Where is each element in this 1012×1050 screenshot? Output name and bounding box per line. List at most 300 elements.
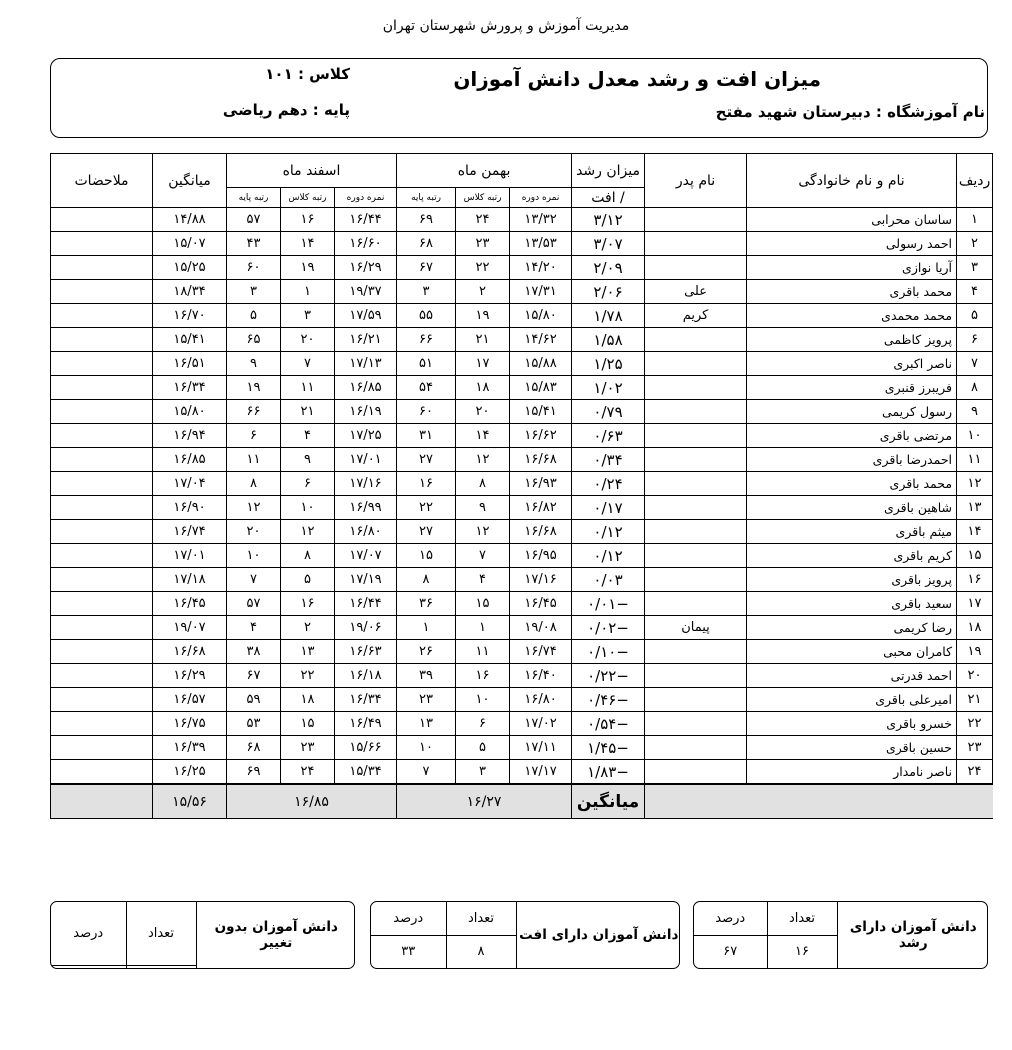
esfand-grade-rank: ۱۰ [227,544,281,568]
department-title: مدیریت آموزش و پرورش شهرستان تهران [382,18,630,34]
esfand-class-rank: ۶ [281,472,335,496]
student-average: ۱۹/۰۷ [153,616,227,640]
esfand-class-rank: ۳ [281,304,335,328]
bahman-grade-rank: ۱۶ [397,472,456,496]
esfand-term-score: ۱۵/۳۴ [335,760,397,785]
unchanged-count-label: تعداد [126,902,196,966]
summary-growth [693,901,988,969]
grade-label: پایه : دهم ریاضی [222,101,350,119]
student-average: ۱۶/۶۸ [153,640,227,664]
bahman-class-rank: ۲۳ [456,232,510,256]
growth-rate: −۰/۴۶ [572,688,645,712]
student-name: کریم باقری [747,544,957,568]
decline-percent: ۳۳ [371,935,446,968]
notes-cell [51,568,153,592]
esfand-grade-rank: ۶۰ [227,256,281,280]
esfand-grade-rank: ۵۳ [227,712,281,736]
notes-cell [51,712,153,736]
table-row [51,640,993,664]
esfand-class-rank: ۱۶ [281,208,335,232]
student-name: امیرعلی باقری [747,688,957,712]
bahman-term-score: ۱۶/۹۵ [510,544,572,568]
student-name: محمد باقری [747,280,957,304]
decline-count-label: تعداد [446,902,516,935]
notes-cell [51,544,153,568]
bahman-term-score: ۱۶/۴۵ [510,592,572,616]
esfand-grade-rank: ۵۹ [227,688,281,712]
row-number: ۱۴ [957,520,993,544]
col-name: نام و نام خانوادگی [747,154,957,208]
student-average: ۱۸/۳۴ [153,280,227,304]
row-number: ۱ [957,208,993,232]
student-name: فریبرز قنبری [747,376,957,400]
col-father: نام پدر [645,154,747,208]
father-name [645,424,747,448]
esfand-term-score: ۱۶/۸۵ [335,376,397,400]
bahman-class-rank: ۹ [456,496,510,520]
bahman-grade-rank: ۱۳ [397,712,456,736]
col-esfand-grade-rank: رتبه پایه [227,188,281,208]
growth-rate: −۰/۰۲ [572,616,645,640]
esfand-grade-rank: ۴ [227,616,281,640]
father-name [645,400,747,424]
father-name [645,496,747,520]
growth-rate: ۱/۵۸ [572,328,645,352]
bahman-term-score: ۱۷/۱۶ [510,568,572,592]
esfand-class-rank: ۲ [281,616,335,640]
growth-percent-label: درصد [694,902,767,935]
bahman-grade-rank: ۲۳ [397,688,456,712]
growth-rate: ۱/۲۵ [572,352,645,376]
average-label: میانگین [572,784,645,819]
notes-cell [51,232,153,256]
table-row [51,592,993,616]
esfand-term-score: ۱۷/۰۱ [335,448,397,472]
col-bahman: بهمن ماه [397,154,572,188]
row-number: ۲ [957,232,993,256]
bahman-term-score: ۱۶/۶۲ [510,424,572,448]
grades-table [50,153,993,819]
notes-cell [51,376,153,400]
father-name: پیمان [645,616,747,640]
father-name [645,448,747,472]
student-name: پرویز باقری [747,568,957,592]
student-name: خسرو باقری [747,712,957,736]
esfand-term-score: ۱۶/۲۱ [335,328,397,352]
col-esfand-class-rank: رتبه کلاس [281,188,335,208]
row-number: ۲۱ [957,688,993,712]
growth-percent: ۶۷ [694,935,767,968]
growth-rate: ۰/۱۷ [572,496,645,520]
col-bahman-class-rank: رتبه کلاس [456,188,510,208]
bahman-term-score: ۱۷/۳۱ [510,280,572,304]
notes-cell [51,304,153,328]
bahman-grade-rank: ۵۵ [397,304,456,328]
row-number: ۱۱ [957,448,993,472]
summary-unchanged [50,901,355,969]
growth-rate: ۳/۱۲ [572,208,645,232]
student-name: کامران محبی [747,640,957,664]
student-average: ۱۵/۰۷ [153,232,227,256]
table-row [51,664,993,688]
notes-cell [51,472,153,496]
notes-cell [51,328,153,352]
growth-rate: ۰/۷۹ [572,400,645,424]
esfand-term-score: ۱۷/۲۵ [335,424,397,448]
bahman-term-score: ۱۴/۲۰ [510,256,572,280]
bahman-grade-rank: ۵۱ [397,352,456,376]
esfand-term-score: ۱۶/۸۰ [335,520,397,544]
father-name [645,688,747,712]
average-esfand: ۱۶/۸۵ [227,784,397,819]
row-number: ۲۰ [957,664,993,688]
bahman-grade-rank: ۳۹ [397,664,456,688]
father-name [645,592,747,616]
bahman-class-rank: ۲ [456,280,510,304]
report-title: میزان افت و رشد معدل دانش آموزان [453,67,821,91]
student-name: آریا نوازی [747,256,957,280]
table-row [51,712,993,736]
father-name [645,568,747,592]
student-average: ۱۶/۳۹ [153,736,227,760]
bahman-grade-rank: ۸ [397,568,456,592]
esfand-class-rank: ۲۱ [281,400,335,424]
esfand-grade-rank: ۸ [227,472,281,496]
esfand-grade-rank: ۶۹ [227,760,281,785]
esfand-grade-rank: ۱۲ [227,496,281,520]
esfand-grade-rank: ۳ [227,280,281,304]
bahman-grade-rank: ۲۷ [397,448,456,472]
student-average: ۱۷/۱۸ [153,568,227,592]
student-name: مرتضی باقری [747,424,957,448]
esfand-class-rank: ۱۶ [281,592,335,616]
bahman-class-rank: ۱۹ [456,304,510,328]
bahman-grade-rank: ۱۰ [397,736,456,760]
bahman-class-rank: ۵ [456,736,510,760]
summary-decline [370,901,680,969]
esfand-term-score: ۱۶/۱۸ [335,664,397,688]
student-average: ۱۶/۴۵ [153,592,227,616]
student-average: ۱۶/۸۵ [153,448,227,472]
father-name [645,256,747,280]
student-average: ۱۶/۹۰ [153,496,227,520]
bahman-class-rank: ۱۸ [456,376,510,400]
notes-cell [51,640,153,664]
student-average: ۱۵/۲۵ [153,256,227,280]
bahman-grade-rank: ۲۲ [397,496,456,520]
notes-cell [51,736,153,760]
student-name: رضا کریمی [747,616,957,640]
growth-rate: −۱/۸۳ [572,760,645,785]
bahman-term-score: ۱۵/۸۳ [510,376,572,400]
esfand-grade-rank: ۶۸ [227,736,281,760]
student-name: احمد قدرتی [747,664,957,688]
father-name: علی [645,280,747,304]
student-name: شاهین باقری [747,496,957,520]
esfand-term-score: ۱۶/۹۹ [335,496,397,520]
notes-cell [51,352,153,376]
esfand-grade-rank: ۱۹ [227,376,281,400]
father-name [645,376,747,400]
growth-label: دانش آموزان دارای رشد [837,902,988,968]
notes-cell [51,280,153,304]
student-name: ناصر اکبری [747,352,957,376]
bahman-grade-rank: ۱ [397,616,456,640]
average-overall: ۱۵/۵۶ [153,784,227,819]
student-average: ۱۶/۳۴ [153,376,227,400]
bahman-term-score: ۱۵/۴۱ [510,400,572,424]
bahman-class-rank: ۲۴ [456,208,510,232]
esfand-class-rank: ۹ [281,448,335,472]
bahman-term-score: ۱۶/۹۳ [510,472,572,496]
esfand-term-score: ۱۶/۲۹ [335,256,397,280]
student-name: رسول کریمی [747,400,957,424]
esfand-class-rank: ۲۳ [281,736,335,760]
growth-rate: −۰/۱۰ [572,640,645,664]
esfand-class-rank: ۷ [281,352,335,376]
growth-rate: ۰/۱۲ [572,520,645,544]
table-row [51,232,993,256]
notes-cell [51,616,153,640]
row-number: ۹ [957,400,993,424]
esfand-grade-rank: ۲۰ [227,520,281,544]
bahman-class-rank: ۳ [456,760,510,785]
notes-cell [51,688,153,712]
student-average: ۱۷/۰۴ [153,472,227,496]
student-name: سعید باقری [747,592,957,616]
esfand-grade-rank: ۱۱ [227,448,281,472]
bahman-term-score: ۱۳/۳۲ [510,208,572,232]
col-esfand: اسفند ماه [227,154,397,188]
notes-cell [51,400,153,424]
bahman-class-rank: ۱۰ [456,688,510,712]
row-number: ۱۶ [957,568,993,592]
esfand-term-score: ۱۶/۳۴ [335,688,397,712]
father-name [645,520,747,544]
bahman-term-score: ۱۷/۱۱ [510,736,572,760]
father-name: کریم [645,304,747,328]
father-name [645,544,747,568]
father-name [645,232,747,256]
esfand-term-score: ۱۶/۴۹ [335,712,397,736]
student-average: ۱۷/۰۱ [153,544,227,568]
student-average: ۱۶/۲۹ [153,664,227,688]
father-name [645,760,747,785]
bahman-class-rank: ۱۶ [456,664,510,688]
esfand-term-score: ۱۷/۱۳ [335,352,397,376]
esfand-grade-rank: ۹ [227,352,281,376]
bahman-term-score: ۱۶/۴۰ [510,664,572,688]
student-average: ۱۶/۷۵ [153,712,227,736]
decline-percent-label: درصد [371,902,446,935]
average-row [51,784,993,819]
growth-rate: ۲/۰۹ [572,256,645,280]
col-bahman-term: نمره دوره [510,188,572,208]
bahman-term-score: ۱۶/۶۸ [510,520,572,544]
student-average: ۱۶/۵۷ [153,688,227,712]
row-number: ۱۷ [957,592,993,616]
bahman-grade-rank: ۶۸ [397,232,456,256]
notes-cell [51,760,153,785]
bahman-term-score: ۱۳/۵۳ [510,232,572,256]
student-average: ۱۶/۵۱ [153,352,227,376]
row-number: ۱۰ [957,424,993,448]
growth-rate: ۰/۶۳ [572,424,645,448]
notes-cell [51,664,153,688]
esfand-term-score: ۱۷/۰۷ [335,544,397,568]
school-name: نام آموزشگاه : دبیرستان شهید مفتح [715,103,985,121]
row-number: ۱۲ [957,472,993,496]
father-name [645,208,747,232]
esfand-grade-rank: ۳۸ [227,640,281,664]
esfand-class-rank: ۱۵ [281,712,335,736]
student-name: حسین باقری [747,736,957,760]
bahman-term-score: ۱۵/۸۰ [510,304,572,328]
student-name: پرویز کاظمی [747,328,957,352]
esfand-term-score: ۱۷/۵۹ [335,304,397,328]
table-row [51,568,993,592]
row-number: ۸ [957,376,993,400]
bahman-grade-rank: ۲۷ [397,520,456,544]
col-average: میانگین [153,154,227,208]
row-number: ۷ [957,352,993,376]
row-number: ۱۸ [957,616,993,640]
bahman-grade-rank: ۳۱ [397,424,456,448]
bahman-class-rank: ۱۲ [456,448,510,472]
father-name [645,328,747,352]
notes-cell [51,520,153,544]
father-name [645,712,747,736]
growth-rate: −۰/۲۲ [572,664,645,688]
esfand-grade-rank: ۶۶ [227,400,281,424]
decline-label: دانش آموزان دارای افت [516,902,680,968]
row-number: ۲۳ [957,736,993,760]
student-name: ساسان محرابی [747,208,957,232]
table-row [51,688,993,712]
student-name: محمد باقری [747,472,957,496]
esfand-class-rank: ۱۳ [281,640,335,664]
esfand-term-score: ۱۹/۳۷ [335,280,397,304]
unchanged-percent [51,966,126,968]
table-row [51,448,993,472]
growth-rate: −۱/۴۵ [572,736,645,760]
col-rate: میزان رشد [572,154,645,188]
bahman-class-rank: ۱۷ [456,352,510,376]
father-name [645,736,747,760]
bahman-term-score: ۱۶/۶۸ [510,448,572,472]
growth-rate: ۰/۰۳ [572,568,645,592]
table-row [51,424,993,448]
esfand-term-score: ۱۶/۶۰ [335,232,397,256]
esfand-class-rank: ۱۸ [281,688,335,712]
notes-cell [51,256,153,280]
esfand-term-score: ۱۹/۰۶ [335,616,397,640]
row-number: ۳ [957,256,993,280]
bahman-class-rank: ۲۱ [456,328,510,352]
bahman-term-score: ۱۷/۰۲ [510,712,572,736]
table-row [51,472,993,496]
esfand-class-rank: ۲۰ [281,328,335,352]
col-notes: ملاحضات [51,154,153,208]
report-header [50,58,988,138]
esfand-grade-rank: ۵۷ [227,592,281,616]
bahman-class-rank: ۸ [456,472,510,496]
student-average: ۱۵/۴۱ [153,328,227,352]
esfand-class-rank: ۱۹ [281,256,335,280]
bahman-term-score: ۱۶/۸۲ [510,496,572,520]
student-name: احمد رسولی [747,232,957,256]
bahman-class-rank: ۶ [456,712,510,736]
esfand-class-rank: ۸ [281,544,335,568]
table-row [51,496,993,520]
bahman-class-rank: ۱۲ [456,520,510,544]
average-bahman: ۱۶/۲۷ [397,784,572,819]
father-name [645,352,747,376]
esfand-grade-rank: ۵۷ [227,208,281,232]
col-esfand-term: نمره دوره [335,188,397,208]
bahman-class-rank: ۲۰ [456,400,510,424]
student-average: ۱۶/۹۴ [153,424,227,448]
esfand-term-score: ۱۵/۶۶ [335,736,397,760]
growth-rate: ۰/۱۲ [572,544,645,568]
table-body [51,208,993,785]
growth-rate: ۲/۰۶ [572,280,645,304]
esfand-grade-rank: ۵ [227,304,281,328]
decline-count: ۸ [446,935,516,968]
unchanged-count [126,966,196,968]
esfand-term-score: ۱۶/۶۳ [335,640,397,664]
bahman-class-rank: ۲۲ [456,256,510,280]
growth-rate: −۰/۰۱ [572,592,645,616]
table-row [51,256,993,280]
father-name [645,664,747,688]
student-average: ۱۵/۸۰ [153,400,227,424]
bahman-grade-rank: ۳۶ [397,592,456,616]
bahman-grade-rank: ۶۷ [397,256,456,280]
bahman-class-rank: ۱۴ [456,424,510,448]
row-number: ۲۴ [957,760,993,785]
row-number: ۱۵ [957,544,993,568]
class-label: کلاس : ۱۰۱ [265,65,350,83]
table-row [51,400,993,424]
table-row [51,760,993,785]
bahman-grade-rank: ۷ [397,760,456,785]
unchanged-label: دانش آموزان بدون تغییر [196,902,355,968]
bahman-term-score: ۱۴/۶۲ [510,328,572,352]
esfand-term-score: ۱۷/۱۹ [335,568,397,592]
row-number: ۱۹ [957,640,993,664]
bahman-term-score: ۱۶/۷۴ [510,640,572,664]
esfand-grade-rank: ۶۵ [227,328,281,352]
esfand-term-score: ۱۶/۴۴ [335,592,397,616]
col-row: ردیف [957,154,993,208]
bahman-grade-rank: ۶۶ [397,328,456,352]
growth-count-label: تعداد [767,902,837,935]
esfand-class-rank: ۱۲ [281,520,335,544]
notes-cell [51,496,153,520]
notes-cell [51,424,153,448]
esfand-term-score: ۱۶/۱۹ [335,400,397,424]
bahman-class-rank: ۱۱ [456,640,510,664]
esfand-term-score: ۱۶/۴۴ [335,208,397,232]
bahman-grade-rank: ۲۶ [397,640,456,664]
growth-rate: ۱/۷۸ [572,304,645,328]
esfand-class-rank: ۱۱ [281,376,335,400]
growth-rate: ۰/۲۴ [572,472,645,496]
esfand-grade-rank: ۶۷ [227,664,281,688]
growth-rate: ۱/۰۲ [572,376,645,400]
row-number: ۶ [957,328,993,352]
